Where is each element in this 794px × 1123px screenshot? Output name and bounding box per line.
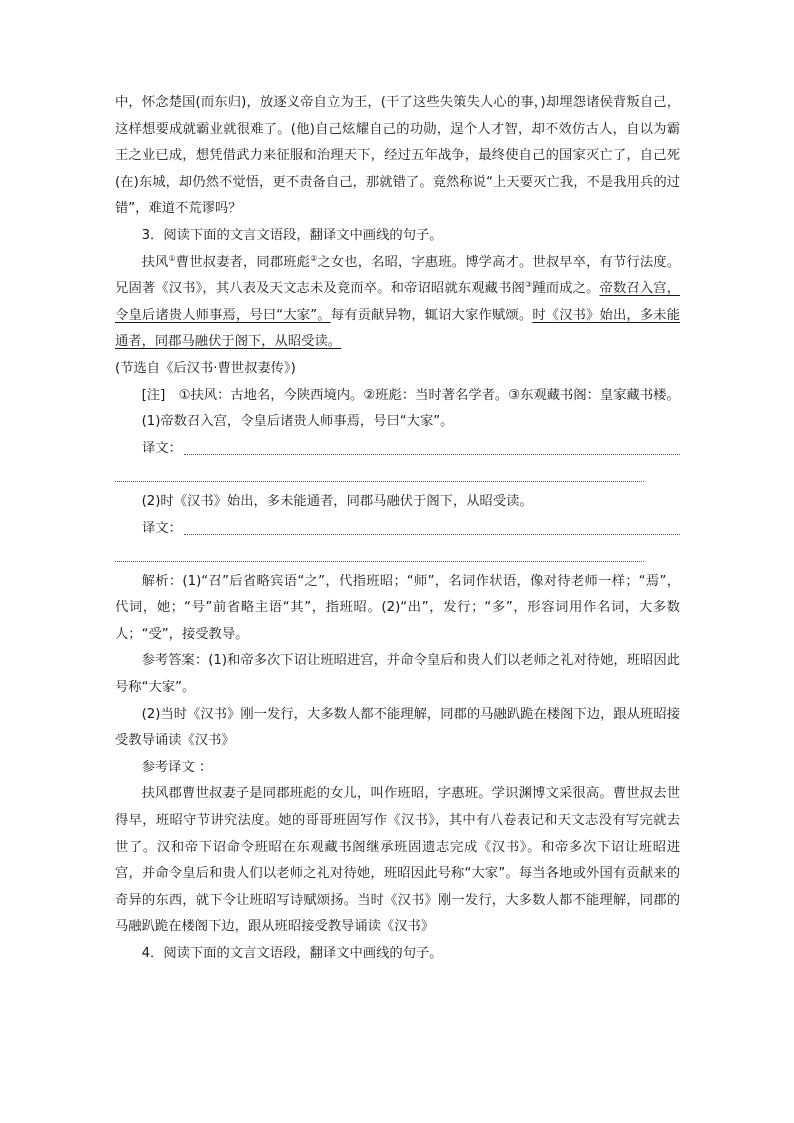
q3-analysis: 解析：(1)“召”后省略宾语“之”，代指班昭；“师”，名词作状语，像对待老师一样；“焉”，代词，她；“号”前省略主语“其”，指班昭。(2)“出”，发行；“多”，形容词用作名词，大多数人；“受”，接受教导。 xyxy=(115,573,680,642)
q3-subquestion-1: (1)帝数召入宫，令皇后诸贵人师事焉，号曰“大家”。 xyxy=(141,414,454,430)
answer-line-2b xyxy=(115,542,680,569)
answer-line-1b xyxy=(115,462,680,489)
q3-notes: [注] ①扶风：古地名，今陕西境内。②班彪：当时著名学者。③东观藏书阁：皇家藏书楼。 xyxy=(141,387,680,403)
q3-answer-2: (2)当时《汉书》刚一发行，大多数人都不能理解，同郡的马融趴跪在楼阁下边，跟从班昭接受教导诵读《汉书》 xyxy=(115,706,680,749)
q3-passage: 扶风①曹世叔妻者，同郡班彪②之女也，名昭，字惠班。博学高才。世叔早卒，有节行法度。兄固著《汉书》，其八表及天文志未及竟而卒。和帝诏昭就东观藏书阁③踵而成之。帝数召入宫，令皇后诸贵人师事焉，号曰“大家”。每有贡献异物，辄诏大家作赋颂。时《汉书》始出，多未能通者，同郡马融伏于阁下，从昭受读。 xyxy=(115,253,681,350)
answer-line-1 xyxy=(115,436,680,463)
q3-reference-heading: 参考译文 ： xyxy=(141,759,213,775)
question-4-heading: 4．阅读下面的文言文语段，翻译文中画线的句子。 xyxy=(141,946,443,961)
answer-blank[interactable] xyxy=(184,454,680,455)
answer-blank[interactable] xyxy=(115,481,644,482)
underlined-sentence-1: 帝数召入宫，令皇后诸贵人师事焉，号曰“大家”。 xyxy=(115,281,681,323)
question-3-heading: 3．阅读下面的文言文语段，翻译文中画线的句子。 xyxy=(141,227,443,243)
q3-source: (节选自《后汉书·曹世叔妻传》) xyxy=(115,360,296,376)
translation-label: 译文： xyxy=(142,440,182,456)
q3-subquestion-2: (2)时《汉书》始出，多未能通者，同郡马融伏于阁下，从昭受读。 xyxy=(141,493,533,509)
answer-line-2 xyxy=(115,516,680,543)
q3-answer-1: 参考答案：(1)和帝多次下诏让班昭进宫，并命令皇后和贵人们以老师之礼对待她，班昭因此号称“大家”。 xyxy=(115,653,680,696)
translation-label: 译文： xyxy=(142,520,182,536)
underlined-sentence-2: 时《汉书》始出，多未能通者，同郡马融伏于阁下，从昭受读。 xyxy=(115,307,681,350)
prev-translation-continued: 中，怀念楚国(而东归)，放逐义帝自立为王，(干了这些失策失人心的事，)却埋怨诸侯背叛自己，这样想要成就霸业就很难了。(他)自己炫耀自己的功勋，逞个人才智，却不效仿古人，自以为霸王之业已成，想凭借武力来征服和治理天下，经过五年战争，最终使自己的国家灭亡了，自己死(在)东城，却仍然不觉悟，更不责备自己，那就错了。竟然称说“上天要灭亡我，不是我用兵的过错”，难道不荒谬吗？ xyxy=(115,95,680,217)
answer-blank[interactable] xyxy=(184,534,680,535)
q3-reference-translation: 扶风郡曹世叔妻子是同郡班彪的女儿，叫作班昭，字惠班。学识渊博文采很高。曹世叔去世得早，班昭守节讲究法度。她的哥哥班固写作《汉书》，其中有八卷表记和天文志没有写完就去世了。汉和帝下诏命令班昭在东观藏书阁继承班固遗志完成《汉书》。和帝多次下诏让班昭进宫，并命令皇后和贵人们以老师之礼对待她，班昭因此号称“大家”。每当各地或外国有贡献来的奇异的东西，就下令让班昭写诗赋颂扬。当时《汉书》刚一发行，大多数人都不能理解，同郡的马融趴跪在楼阁下边，跟从班昭接受教导诵读《汉书》 xyxy=(115,786,680,935)
answer-blank[interactable] xyxy=(115,561,644,562)
page-content xyxy=(115,90,680,968)
